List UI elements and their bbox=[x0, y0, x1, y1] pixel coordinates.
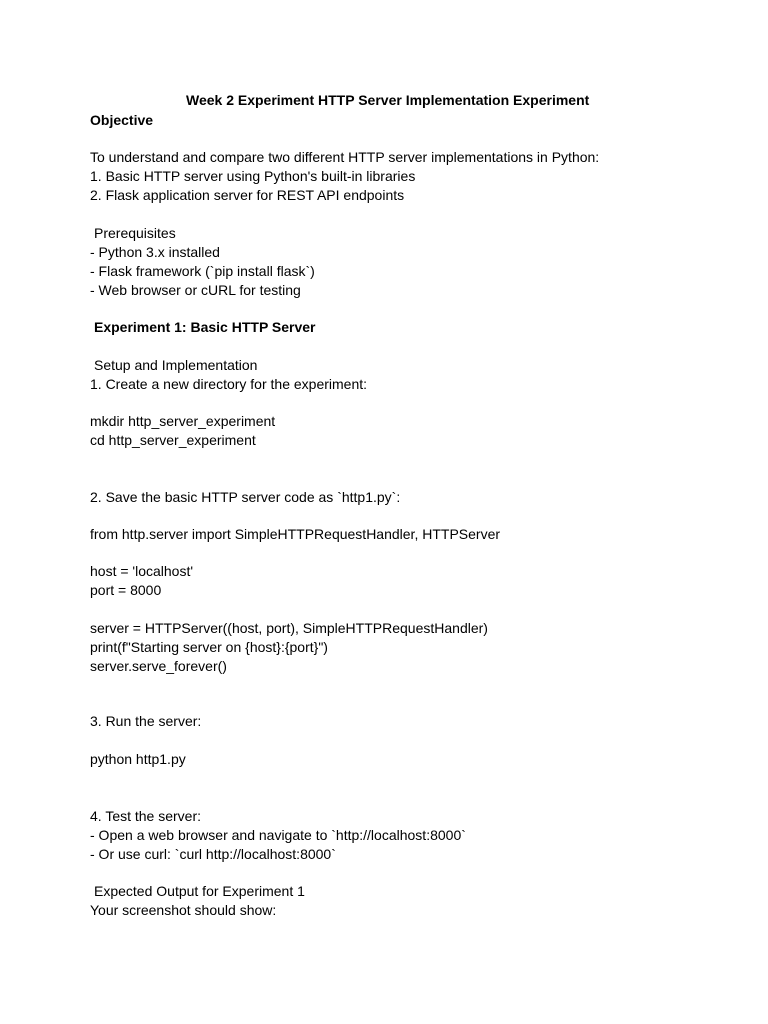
test-item: - Open a web browser and navigate to `http://localhost:8000` bbox=[90, 827, 466, 843]
code-line: print(f"Starting server on {host}:{port}") bbox=[90, 639, 328, 655]
test-item: - Or use curl: `curl http://localhost:8000` bbox=[90, 846, 336, 862]
document-title: Week 2 Experiment HTTP Server Implementation Experiment bbox=[186, 92, 590, 108]
code-line: host = 'localhost' bbox=[90, 563, 194, 579]
objective-heading: Objective bbox=[90, 112, 154, 128]
objective-intro: To understand and compare two different HTTP server implementations in Python: bbox=[90, 149, 600, 165]
code-line: port = 8000 bbox=[90, 582, 162, 598]
command-line: mkdir http_server_experiment bbox=[90, 413, 276, 429]
step-4: 4. Test the server: bbox=[90, 808, 202, 824]
command-line: python http1.py bbox=[90, 751, 186, 767]
expected-output-text: Your screenshot should show: bbox=[90, 902, 277, 918]
prerequisite-item: - Flask framework (`pip install flask`) bbox=[90, 263, 315, 279]
objective-item: 2. Flask application server for REST API endpoints bbox=[90, 187, 405, 203]
prerequisite-item: - Python 3.x installed bbox=[90, 244, 220, 260]
step-2: 2. Save the basic HTTP server code as `http1.py`: bbox=[90, 489, 401, 505]
command-line: cd http_server_experiment bbox=[90, 432, 256, 448]
step-1: 1. Create a new directory for the experiment: bbox=[90, 376, 368, 392]
setup-heading: Setup and Implementation bbox=[94, 357, 258, 373]
experiment1-heading: Experiment 1: Basic HTTP Server bbox=[94, 319, 316, 335]
code-line: server = HTTPServer((host, port), SimpleHTTPRequestHandler) bbox=[90, 620, 488, 636]
step-3: 3. Run the server: bbox=[90, 713, 202, 729]
expected-output-heading: Expected Output for Experiment 1 bbox=[94, 883, 305, 899]
code-line: from http.server import SimpleHTTPRequestHandler, HTTPServer bbox=[90, 526, 501, 542]
code-line: server.serve_forever() bbox=[90, 658, 227, 674]
objective-item: 1. Basic HTTP server using Python's built-in libraries bbox=[90, 168, 416, 184]
prerequisites-heading: Prerequisites bbox=[94, 225, 176, 241]
prerequisite-item: - Web browser or cURL for testing bbox=[90, 282, 301, 298]
